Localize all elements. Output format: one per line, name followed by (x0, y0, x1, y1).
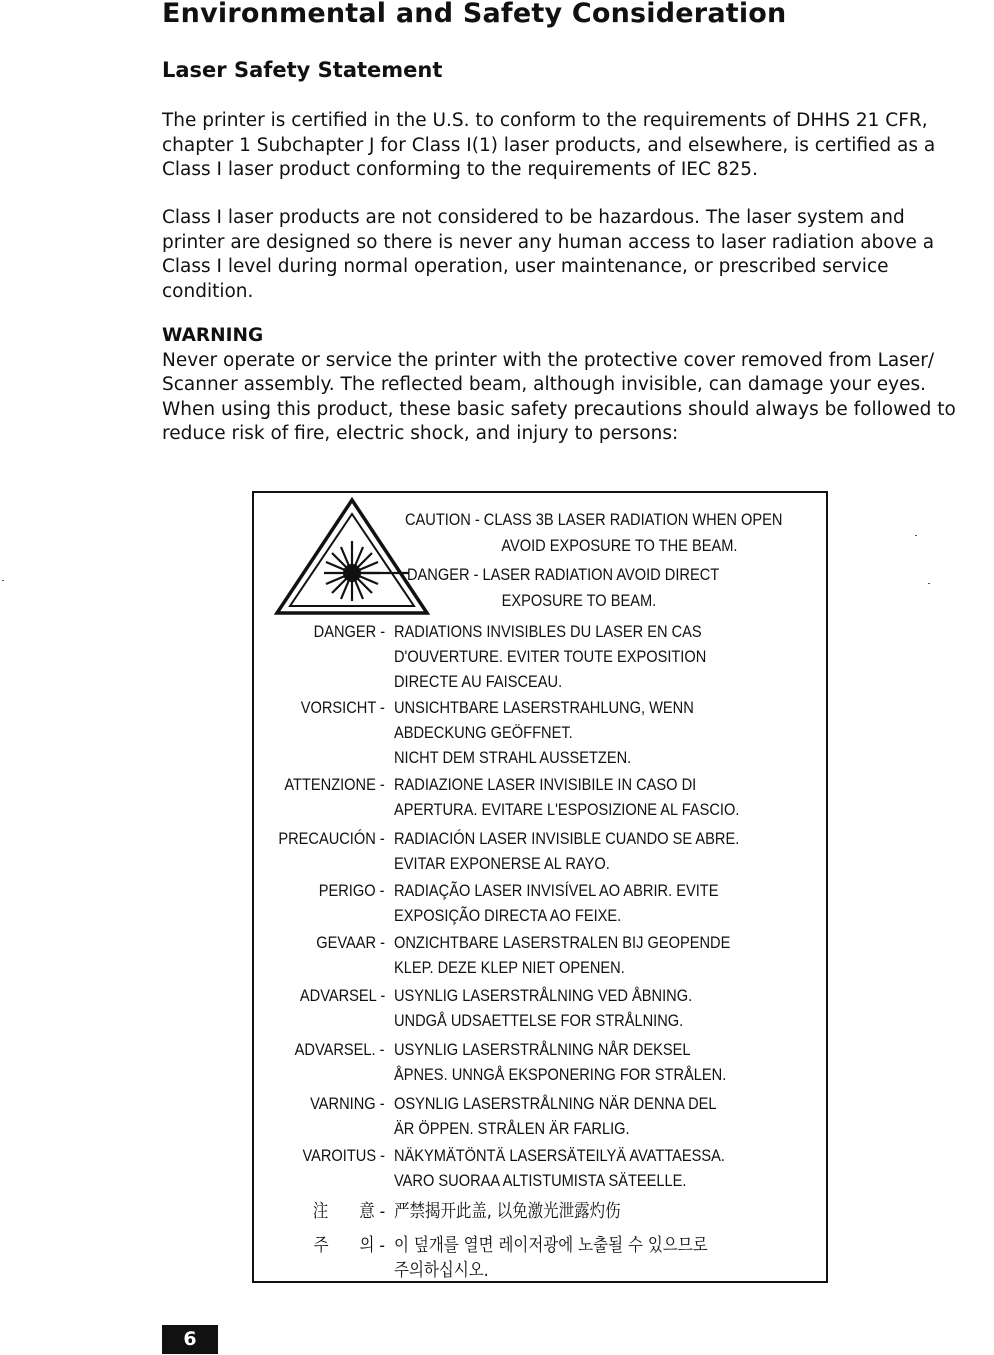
paragraph-line: Class I laser product conforming to the requirements of IEC 825. (162, 159, 758, 180)
lang-line: NICHT DEM STRAHL AUSSETZEN. (394, 748, 632, 767)
laser-warning-label (252, 491, 828, 1283)
lang-line: VARO SUORAA ALTISTUMISTA SÄTEELLE. (394, 1171, 687, 1190)
lang-line: EVITAR EXPONERSE AL RAYO. (394, 854, 610, 873)
page-number: 6 (162, 1325, 218, 1354)
lang-line: OSYNLIG LASERSTRÅLNING NÄR DENNA DEL (394, 1094, 717, 1113)
warning-line: reduce risk of fire, electric shock, and injury to persons: (162, 423, 679, 444)
danger-line: EXPOSURE TO BEAM. (501, 591, 657, 610)
lang-line: ABDECKUNG GEÖFFNET. (394, 723, 573, 742)
scan-speck (928, 583, 930, 584)
warning-title: WARNING (162, 325, 264, 346)
caution-line: AVOID EXPOSURE TO THE BEAM. (501, 536, 738, 555)
danger-statement (407, 562, 719, 614)
lang-name: DANGER - (313, 622, 385, 641)
lang-line: EXPOSIÇÃO DIRECTA AO FEIXE. (394, 906, 622, 925)
lang-name: ATTENZIONE - (284, 775, 385, 794)
lang-line: ÅPNES. UNNGÅ EKSPONERING FOR STRÅLEN. (394, 1065, 727, 1084)
paragraph-line: chapter 1 Subchapter J for Class I(1) laser products, and elsewhere, is certified as a (162, 134, 936, 156)
lang-line: DIRECTE AU FAISCEAU. (394, 672, 563, 691)
scan-speck (2, 580, 4, 581)
lang-line: APERTURA. EVITARE L'ESPOSIZIONE AL FASCIO. (394, 800, 740, 819)
lang-line: USYNLIG LASERSTRÅLNING NÅR DEKSEL (394, 1040, 691, 1059)
lang-line: RADIATIONS INVISIBLES DU LASER EN CAS (394, 622, 702, 641)
lang-line: USYNLIG LASERSTRÅLNING VED ÅBNING. (394, 986, 693, 1005)
lang-line: ONZICHTBARE LASERSTRALEN BIJ GEOPENDE (394, 933, 731, 952)
paragraph-line: Class I laser products are not considered to be hazardous. The laser system and (162, 207, 905, 228)
lang-name: ADVARSEL. - (295, 1040, 385, 1059)
paragraph-line: The printer is certified in the U.S. to conform to the requirements of DHHS 21 CFR, (162, 110, 928, 131)
lang-line: NÄKYMÄTÖNTÄ LASERSÄTEILYÄ AVATTAESSA. (394, 1146, 725, 1165)
lang-name: GEVAAR - (316, 933, 385, 952)
lang-name: ADVARSEL - (299, 986, 385, 1005)
lang-line: 주의하십시오. (394, 1260, 489, 1281)
lang-line: 이 덮개를 열면 레이저광에 노출될 수 있으므로 (394, 1235, 708, 1256)
paragraph-line: printer are designed so there is never any human access to laser radiation above a (162, 231, 935, 253)
warning-line: Never operate or service the printer with the protective cover removed from Laser/ (162, 349, 935, 371)
lang-name: 주 의 - (313, 1235, 385, 1256)
warning-line: Scanner assembly. The reflected beam, although invisible, can damage your eyes. (162, 374, 926, 395)
lang-line: D'OUVERTURE. EVITER TOUTE EXPOSITION (394, 647, 707, 666)
lang-name: VAROITUS - (302, 1146, 385, 1165)
hazard-paragraph (162, 206, 994, 304)
lang-line: RADIACIÓN LASER INVISIBLE CUANDO SE ABRE. (394, 829, 740, 848)
lang-line: RADIAÇÃO LASER INVISÍVEL AO ABRIR. EVITE (394, 881, 719, 900)
lang-name: VORSICHT - (300, 698, 385, 717)
page-title: Environmental and Safety Consideration (162, 0, 787, 29)
scan-speck (915, 535, 917, 536)
lang-name: VARNING - (310, 1094, 385, 1113)
section-title: Laser Safety Statement (162, 58, 443, 82)
warning-line: When using this product, these basic safety precautions should always be followed to (162, 398, 956, 420)
paragraph-line: Class I level during normal operation, user maintenance, or prescribed service (162, 256, 889, 277)
lang-name: 注 意 - (312, 1201, 385, 1222)
certification-paragraph (162, 109, 994, 183)
danger-line: DANGER - LASER RADIATION AVOID DIRECT (407, 565, 720, 584)
lang-line: RADIAZIONE LASER INVISIBILE IN CASO DI (394, 775, 697, 794)
lang-line: UNSICHTBARE LASERSTRAHLUNG, WENN (394, 698, 694, 717)
paragraph-line: condition. (162, 280, 254, 302)
caution-statement (405, 507, 782, 559)
lang-name: PRECAUCIÓN - (278, 829, 385, 848)
caution-line: CAUTION - CLASS 3B LASER RADIATION WHEN OPEN (405, 510, 783, 529)
lang-line: KLEP. DEZE KLEP NIET OPENEN. (394, 958, 625, 977)
lang-line: UNDGÅ UDSAETTELSE FOR STRÅLNING. (394, 1011, 684, 1030)
warning-block (162, 324, 994, 447)
lang-line: 严禁揭开此盖, 以免激光泄露灼伤 (394, 1201, 621, 1222)
lang-line: ÄR ÖPPEN. STRÅLEN ÄR FARLIG. (394, 1119, 630, 1138)
lang-name: PERIGO - (319, 881, 385, 900)
